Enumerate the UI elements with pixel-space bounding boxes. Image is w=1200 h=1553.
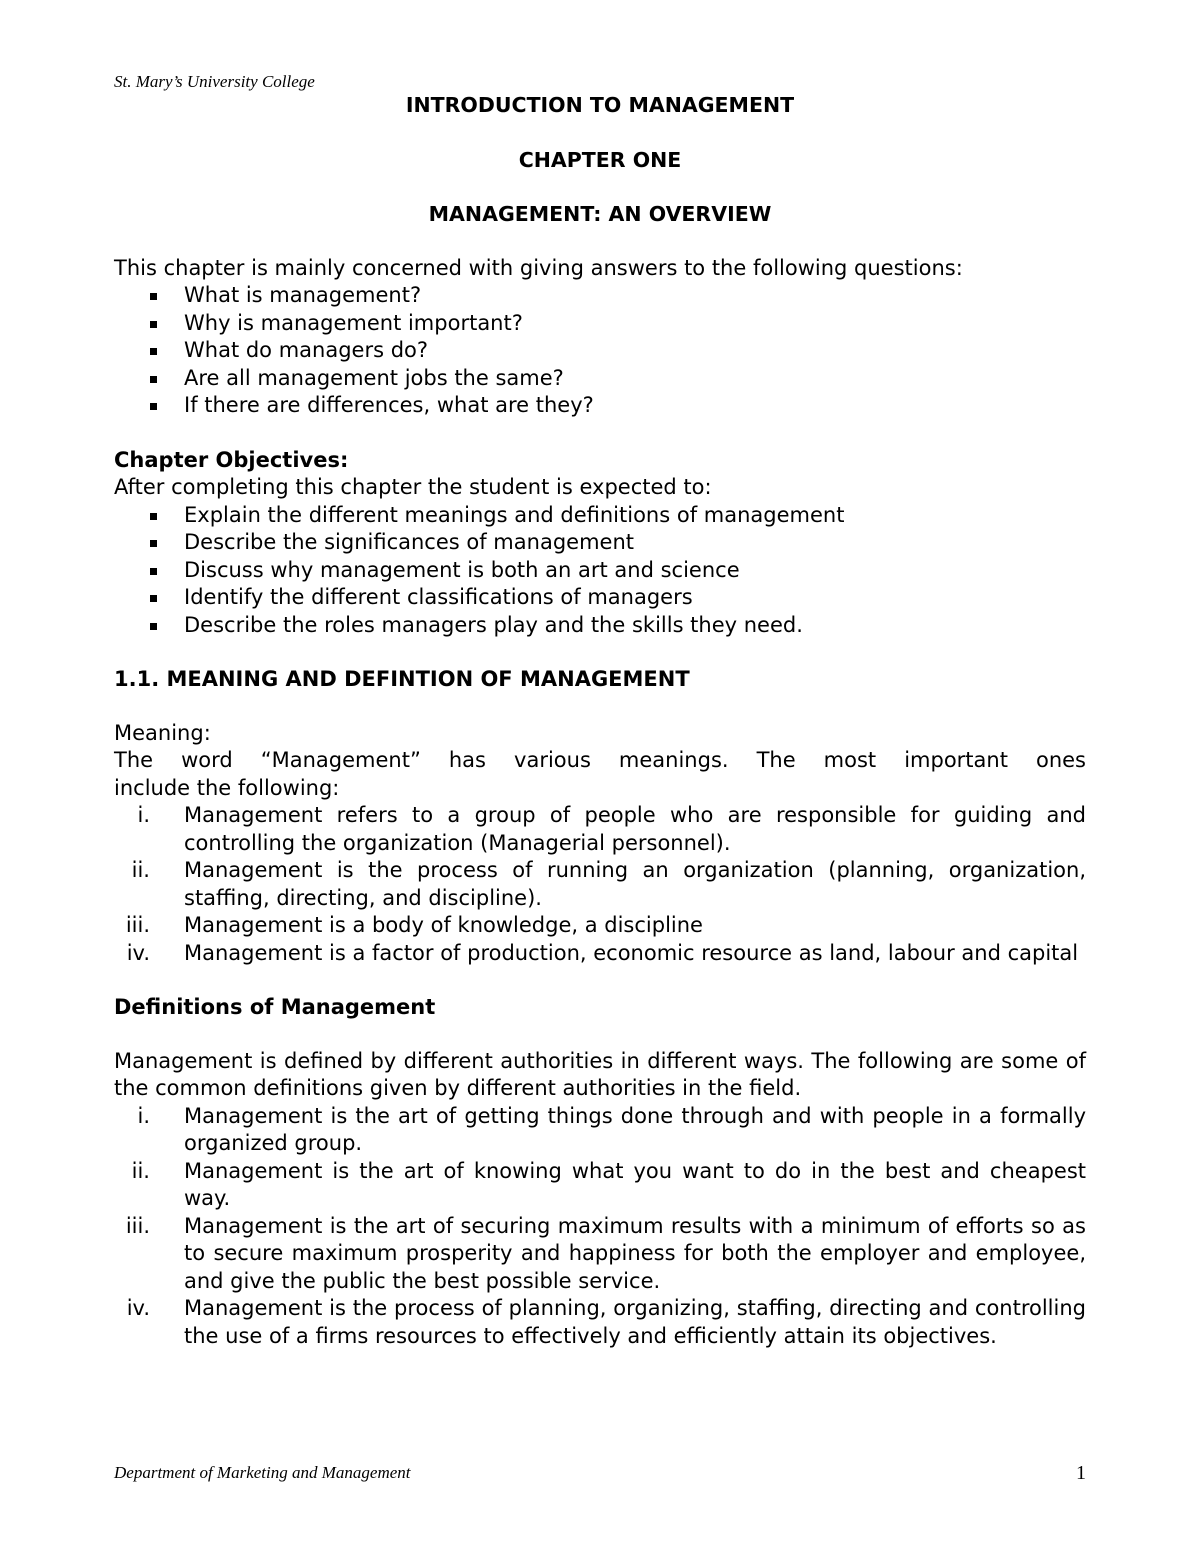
question-item: [114, 365, 1086, 393]
chapter-title: MANAGEMENT: AN OVERVIEW: [428, 202, 772, 226]
objective-text: Identify the different classifications of managers: [184, 585, 693, 609]
objective-item: [114, 502, 1086, 530]
meaning-item: [114, 857, 1086, 912]
course-title: INTRODUCTION TO MANAGEMENT: [405, 93, 795, 117]
definition-item: [114, 1295, 1086, 1350]
meaning-text: Management refers to a group of people who are responsible for guiding and controlling the organization (Managerial personnel).: [184, 803, 1086, 855]
square-bullet-icon: [150, 348, 157, 355]
objective-text: Explain the different meanings and definitions of management: [184, 502, 845, 527]
question-text: Why is management important?: [184, 310, 523, 335]
question-item: [114, 310, 1086, 338]
definitions-heading: Definitions of Management: [114, 995, 436, 1019]
header-college-name: St. Mary’s University College: [114, 72, 315, 91]
item-number: i.: [137, 1103, 150, 1128]
square-bullet-icon: [150, 376, 157, 383]
document-body: [114, 92, 1086, 1350]
question-list: [114, 282, 1086, 420]
section-heading: 1.1. MEANING AND DEFINTION OF MANAGEMENT: [114, 667, 690, 691]
objective-item: [114, 557, 1086, 585]
question-item: [114, 392, 1086, 420]
objectives-lead: After completing this chapter the student is expected to:: [114, 475, 712, 499]
square-bullet-icon: [150, 568, 157, 575]
square-bullet-icon: [150, 595, 157, 602]
definitions-lead: Management is defined by different authorities in different ways. The following are some of the common definitions given by different authorities in the field.: [114, 1048, 1086, 1100]
definition-text: Management is the process of planning, organizing, staffing, directing and controlling the use of a firms resources to effectively and efficiently attain its objectives.: [184, 1296, 1086, 1348]
definition-item: [114, 1103, 1086, 1158]
meaning-item: [114, 940, 1086, 968]
objective-item: [114, 584, 1086, 612]
objective-text: Describe the roles managers play and the skills they need.: [184, 612, 803, 637]
item-number: iv.: [126, 1296, 150, 1320]
item-number: ii.: [131, 1158, 150, 1183]
meanings-list: [114, 802, 1086, 967]
definition-text: Management is the art of securing maximum results with a minimum of efforts so as to secure maximum prosperity and happiness for both the employer and employee, and give the public the best possible service.: [184, 1213, 1086, 1293]
question-text: If there are differences, what are they?: [184, 393, 594, 417]
square-bullet-icon: [150, 540, 157, 547]
objective-item: [114, 612, 1086, 640]
item-number: iv.: [126, 940, 150, 965]
meaning-item: [114, 802, 1086, 857]
page-number: 1: [1076, 1462, 1086, 1484]
item-number: ii.: [131, 858, 150, 882]
meaning-text: Management is the process of running an organization (planning, organization, staffing, directing, and discipline).: [184, 858, 1086, 910]
definition-text: Management is the art of knowing what you want to do in the best and cheapest way.: [184, 1158, 1086, 1210]
definition-text: Management is the art of getting things done through and with people in a formally organized group.: [184, 1103, 1086, 1155]
square-bullet-icon: [150, 623, 157, 630]
definitions-list: [114, 1103, 1086, 1351]
meaning-label: Meaning:: [114, 720, 211, 745]
item-number: i.: [137, 803, 150, 827]
meaning-lead-line2: include the following:: [114, 775, 340, 800]
question-item: [114, 337, 1086, 365]
square-bullet-icon: [150, 293, 157, 300]
objectives-list: [114, 502, 1086, 640]
meaning-text: Management is a factor of production, economic resource as land, labour and capital: [184, 940, 1079, 965]
meaning-lead-line1: The word “Management” has various meanings. The most important ones: [114, 748, 1086, 772]
chapter-number: CHAPTER ONE: [518, 147, 682, 172]
square-bullet-icon: [150, 403, 157, 410]
item-number: iii.: [125, 1213, 150, 1238]
definition-item: [114, 1158, 1086, 1213]
intro-lead: This chapter is mainly concerned with giving answers to the following questions:: [114, 255, 963, 280]
question-text: What do managers do?: [184, 338, 429, 362]
meaning-item: [114, 912, 1086, 940]
meaning-text: Management is a body of knowledge, a discipline: [184, 913, 703, 937]
question-text: Are all management jobs the same?: [184, 365, 564, 390]
footer-department: Department of Marketing and Management: [114, 1463, 411, 1482]
objective-text: Discuss why management is both an art and science: [184, 557, 740, 582]
definition-item: [114, 1213, 1086, 1296]
question-text: What is management?: [184, 283, 422, 307]
question-item: [114, 282, 1086, 310]
objective-item: [114, 529, 1086, 557]
objectives-heading: Chapter Objectives:: [114, 447, 349, 472]
square-bullet-icon: [150, 513, 157, 520]
item-number: iii.: [125, 913, 150, 937]
square-bullet-icon: [150, 321, 157, 328]
objective-text: Describe the significances of management: [184, 530, 634, 554]
